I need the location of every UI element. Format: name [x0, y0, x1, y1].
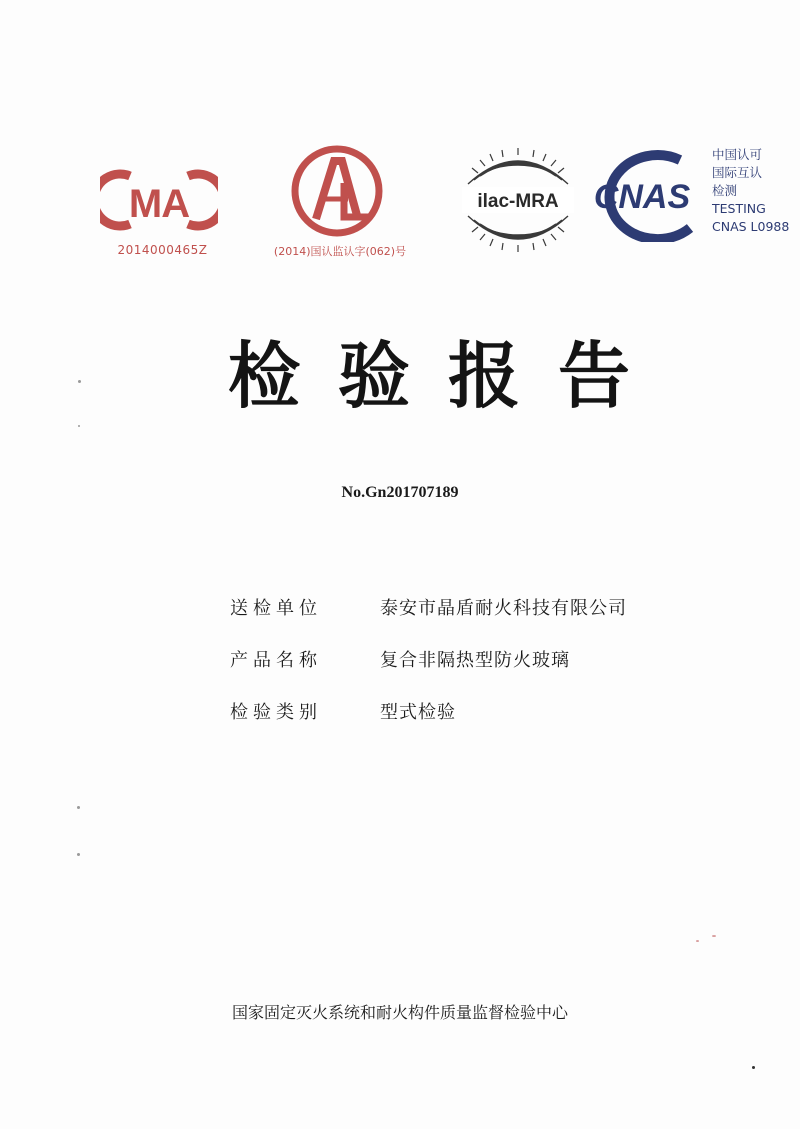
- scan-speck: [77, 806, 80, 809]
- info-value: 泰安市晶盾耐火科技有限公司: [380, 598, 627, 619]
- cnas-line-2: 国际互认: [712, 165, 763, 180]
- cma-logo-icon: [100, 168, 218, 232]
- scan-speck: [77, 853, 80, 856]
- info-value: 复合非隔热型防火玻璃: [380, 650, 570, 671]
- cnas-accreditation-text: [712, 146, 800, 236]
- info-row-product: [230, 646, 730, 698]
- cnas-logo-icon: [580, 150, 708, 242]
- cal-certificate-number: (2014)国认监认字(062)号: [273, 245, 407, 258]
- cma-certificate-number: 2014000465Z: [117, 243, 208, 257]
- cnas-line-1: 中国认可: [712, 147, 763, 162]
- scan-speck: [752, 1066, 755, 1069]
- info-row-client: [230, 594, 730, 646]
- issuing-organization: 国家固定灭火系统和耐火构件质量监督检验中心: [231, 1003, 568, 1022]
- svg-text:MA: MA: [128, 182, 190, 226]
- report-title: 检验报告: [228, 334, 669, 418]
- cnas-line-4: TESTING: [712, 201, 766, 216]
- report-info-table: [230, 594, 730, 750]
- scan-speck: [696, 940, 699, 942]
- report-number: No.Gn201707189: [341, 484, 459, 501]
- svg-text:ilac-MRA: ilac-MRA: [477, 191, 559, 212]
- info-row-category: [230, 698, 730, 750]
- scan-speck: [78, 380, 81, 383]
- info-label: 产品名称: [230, 650, 322, 671]
- ilac-mra-logo-icon: [458, 140, 578, 260]
- info-label: 检验类别: [230, 702, 322, 723]
- svg-text:CNAS: CNAS: [593, 178, 691, 216]
- scan-speck: [712, 935, 716, 937]
- info-value: 型式检验: [380, 702, 456, 723]
- cnas-line-5: CNAS L0988: [712, 219, 790, 234]
- info-label: 送检单位: [230, 598, 322, 619]
- cal-logo-icon: [282, 143, 392, 238]
- cnas-line-3: 检测: [712, 183, 738, 198]
- scan-speck: [78, 425, 80, 427]
